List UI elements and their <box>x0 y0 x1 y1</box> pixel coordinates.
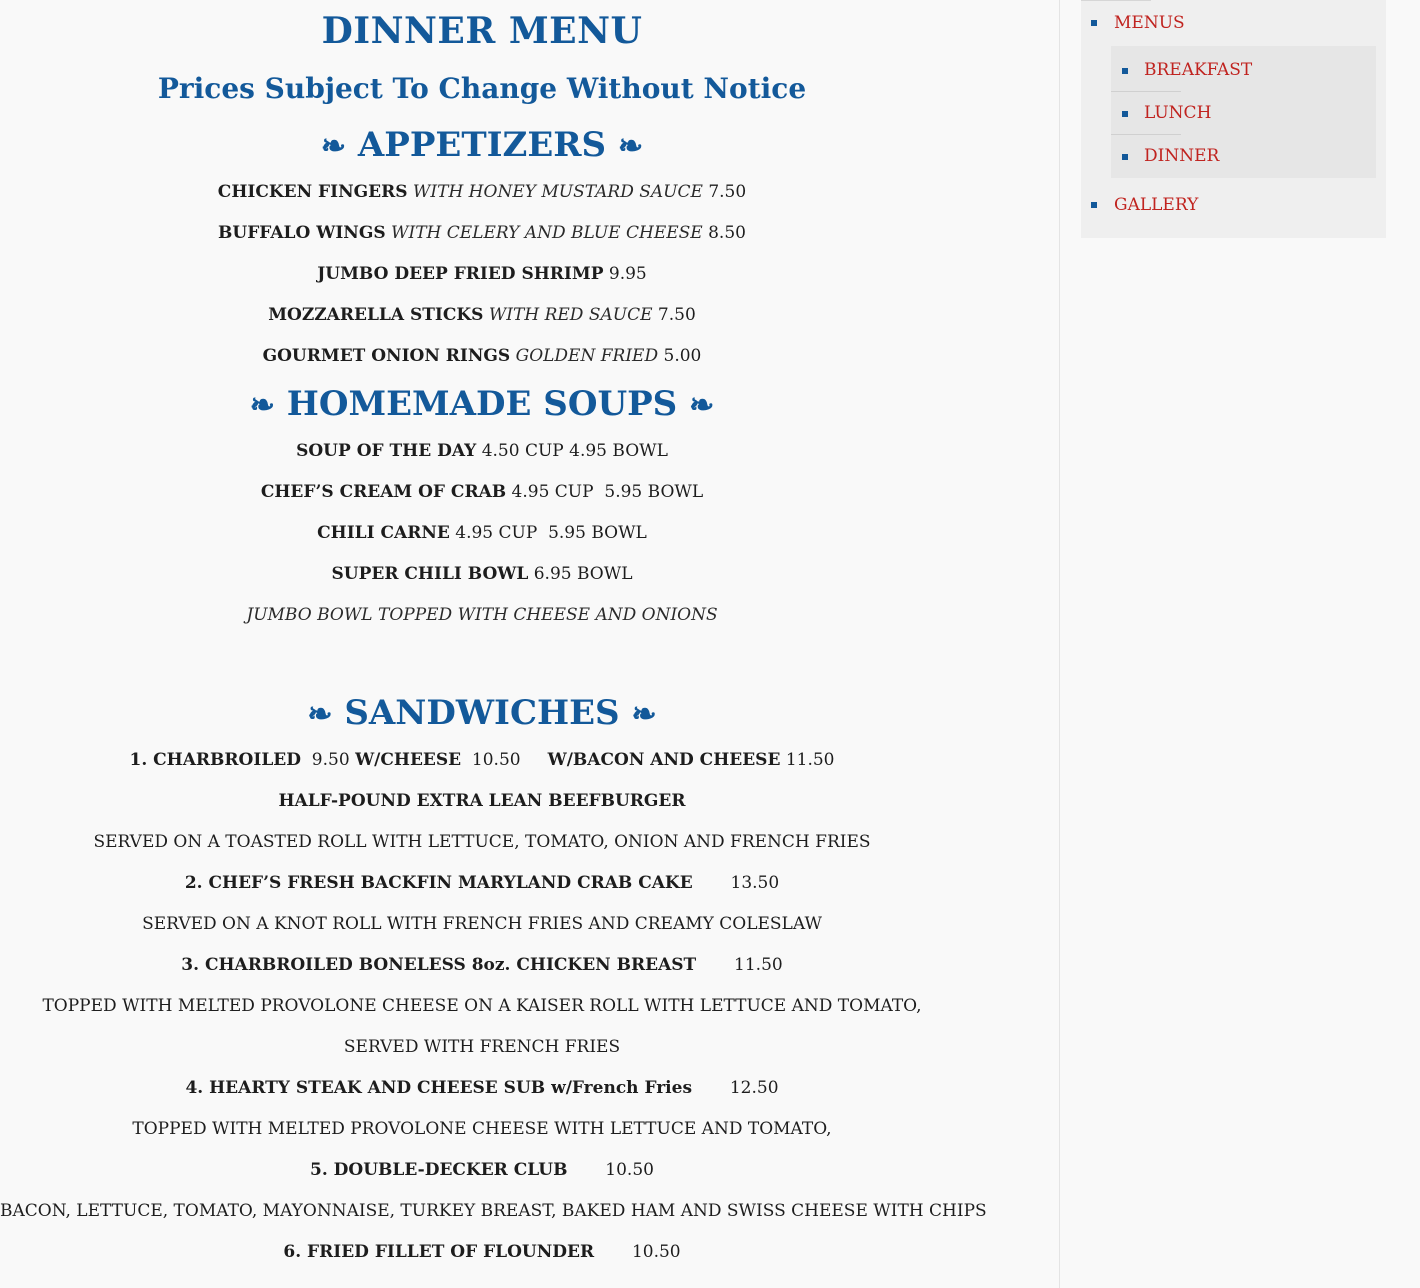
square-bullet-icon <box>1091 202 1097 208</box>
nav-item-label: LUNCH <box>1144 103 1212 123</box>
menu-item-subtitle: HALF-POUND EXTRA LEAN BEEFBURGER <box>278 791 686 811</box>
sandwiches-heading: ❧ SANDWICHES ❧ <box>307 693 657 733</box>
menu-item-desc: TOPPED WITH MELTED PROVOLONE CHEESE WITH LETTUCE AND TOMATO, <box>132 1119 832 1139</box>
menu-item: 1. CHARBROILED 9.50 W/CHEESE 10.50 W/BACON AND CHEESE 11.50 <box>129 750 835 770</box>
nav-item-breakfast[interactable] <box>1111 49 1376 92</box>
menu-item: SUPER CHILI BOWL 6.95 BOWL <box>331 564 633 584</box>
menu-item: CHICKEN FINGERS WITH HONEY MUSTARD SAUCE 7.50 <box>217 182 747 202</box>
ornament-icon: ❧ <box>617 129 644 164</box>
menu-item: JUMBO DEEP FRIED SHRIMP 9.95 <box>317 264 647 284</box>
menu-item: GOURMET ONION RINGS GOLDEN FRIED 5.00 <box>262 346 702 366</box>
square-bullet-icon <box>1091 20 1097 26</box>
menu-item: CHILI CARNE 4.95 CUP 5.95 BOWL <box>317 523 647 543</box>
nav-item-menus[interactable] <box>1081 0 1386 46</box>
menu-item-desc: SERVED ON A KNOT ROLL WITH FRENCH FRIES AND CREAMY COLESLAW <box>142 914 822 934</box>
square-bullet-icon <box>1122 111 1128 117</box>
nav-item-label: BREAKFAST <box>1144 60 1253 80</box>
sidebar-nav <box>1081 0 1386 238</box>
square-bullet-icon <box>1122 68 1128 74</box>
menu-item-note: JUMBO BOWL TOPPED WITH CHEESE AND ONIONS <box>246 605 718 625</box>
ornament-icon: ❧ <box>689 388 715 423</box>
ornament-icon: ❧ <box>307 697 333 732</box>
menu-item: 5. DOUBLE-DECKER CLUB 10.50 <box>310 1160 654 1180</box>
ornament-icon: ❧ <box>631 697 657 732</box>
ornament-icon: ❧ <box>249 388 275 423</box>
nav-item-gallery[interactable] <box>1081 182 1386 228</box>
menu-item: 3. CHARBROILED BONELESS 8oz. CHICKEN BREAST 11.50 <box>181 955 783 975</box>
nav-item-label: MENUS <box>1114 13 1185 33</box>
menu-item: 6. FRIED FILLET OF FLOUNDER 10.50 <box>283 1242 681 1262</box>
menu-item-desc: SERVED WITH FRENCH FRIES <box>343 1037 621 1057</box>
square-bullet-icon <box>1122 154 1128 160</box>
nav-item-dinner[interactable] <box>1111 135 1376 178</box>
appetizers-heading: ❧ APPETIZERS ❧ <box>320 125 644 165</box>
soups-heading: ❧ HOMEMADE SOUPS ❧ <box>249 384 715 424</box>
menu-item: BUFFALO WINGS WITH CELERY AND BLUE CHEESE 8.50 <box>218 223 746 243</box>
menu-item-desc: BACON, LETTUCE, TOMATO, MAYONNAISE, TURKEY BREAST, BAKED HAM AND SWISS CHEESE WITH CHIPS <box>0 1201 987 1221</box>
spacer <box>0 636 964 686</box>
nav-item-label: GALLERY <box>1114 195 1199 215</box>
nav-item-label: DINNER <box>1144 146 1220 166</box>
menus-submenu <box>1111 46 1376 178</box>
menu-item: CHEF’S CREAM OF CRAB 4.95 CUP 5.95 BOWL <box>260 482 704 502</box>
menu-item: MOZZARELLA STICKS WITH RED SAUCE 7.50 <box>268 305 696 325</box>
page-title: DINNER MENU <box>321 10 643 52</box>
menu-item-desc: SERVED ON A TOASTED ROLL WITH LETTUCE, TOMATO, ONION AND FRENCH FRIES <box>93 832 871 852</box>
menu-item: 4. HEARTY STEAK AND CHEESE SUB w/French Fries 12.50 <box>185 1078 779 1098</box>
nav-item-lunch[interactable] <box>1111 92 1376 135</box>
price-notice: Prices Subject To Change Without Notice <box>157 72 807 105</box>
menu-item: SOUP OF THE DAY 4.50 CUP 4.95 BOWL <box>296 441 668 461</box>
menu-item: 2. CHEF’S FRESH BACKFIN MARYLAND CRAB CAKE 13.50 <box>184 873 780 893</box>
menu-item-desc: TOPPED WITH MELTED PROVOLONE CHEESE ON A KAISER ROLL WITH LETTUCE AND TOMATO, <box>42 996 922 1016</box>
ornament-icon: ❧ <box>320 129 347 164</box>
